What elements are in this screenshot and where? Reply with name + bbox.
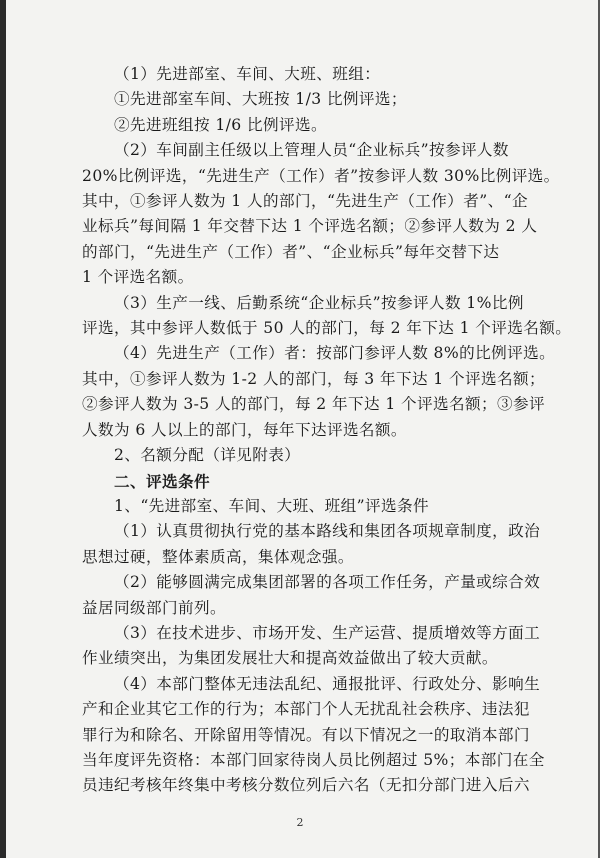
text-line: 评选，其中参评人数低于 50 人的部门，每 2 年下达 1 个评选名额。 (82, 319, 572, 338)
text-line: 的部门，“先进生产（工作）者”、“企业标兵”每年交替下达 (82, 242, 500, 261)
text-line: （3）生产一线、后勤系统“企业标兵”按参评人数 1%比例 (114, 293, 524, 312)
text-line: （4）先进生产（工作）者：按部门参评人数 8%的比例评选。 (114, 344, 556, 363)
text-line: （1）先进部室、车间、大班、班组： (114, 65, 381, 83)
text-line: ①先进部室车间、大班按 1/3 比例评选； (114, 90, 407, 109)
page-number: 2 (296, 816, 304, 829)
text-line: 其中，①参评人数为 1 人的部门，“先进生产（工作）者”、“企 (82, 192, 528, 211)
text-line: 人数为 6 人以上的部门，每年下达评选名额。 (82, 420, 407, 439)
text-line: 产和企业其它工作的行为；本部门个人无扰乱社会秩序、违法犯 (82, 700, 530, 719)
text-line: 益居同级部门前列。 (82, 598, 226, 617)
text-line: （2）能够圆满完成集团部署的各项工作任务，产量或综合效 (114, 573, 541, 592)
text-line: 当年度评先资格：本部门回家待岗人员比例超过 5%；本部门在全 (82, 750, 545, 769)
text-line: 20%比例评选，“先进生产（工作）者”按参评人数 30%比例评选。 (82, 166, 560, 185)
text-line: （4）本部门整体无违法乱纪、通报批评、行政处分、影响生 (114, 674, 541, 693)
text-line: ②先进班组按 1/6 比例评选。 (114, 115, 327, 134)
scan-edge-left (0, 0, 6, 858)
text-line: 员违纪考核年终集中考核分数位列后六名（无扣分部门进入后六 (82, 776, 530, 795)
text-line: 其中，①参评人数为 1-2 人的部门，每 3 年下达 1 个评选名额； (82, 369, 545, 388)
text-line: 业标兵”每间隔 1 年交替下达 1 个评选名额；②参评人数为 2 人 (82, 217, 538, 236)
text-line: （2）车间副主任级以上管理人员“企业标兵”按参评人数 (114, 141, 509, 160)
text-line: ②参评人数为 3-5 人的部门，每 2 年下达 1 个评选名额；③参评 (82, 395, 545, 414)
section-heading: 二、评选条件 (114, 471, 210, 491)
text-line: （1）认真贯彻执行党的基本路线和集团各项规章制度，政治 (114, 522, 541, 541)
text-line: 1 个评选名额。 (82, 268, 194, 287)
section-heading: 1、“先进部室、车间、大班、班组”评选条件 (114, 496, 429, 515)
text-line: 思想过硬，整体素质高，集体观念强。 (82, 547, 354, 566)
text-line: 作业绩突出，为集团发展壮大和提高效益做出了较大贡献。 (82, 649, 498, 668)
text-line: 罪行为和除名、开除留用等情况。有以下情况之一的取消本部门 (82, 725, 530, 744)
section-heading: 2、名额分配（详见附表） (114, 446, 301, 465)
text-line: （3）在技术进步、市场开发、生产运营、提质增效等方面工 (114, 623, 541, 642)
